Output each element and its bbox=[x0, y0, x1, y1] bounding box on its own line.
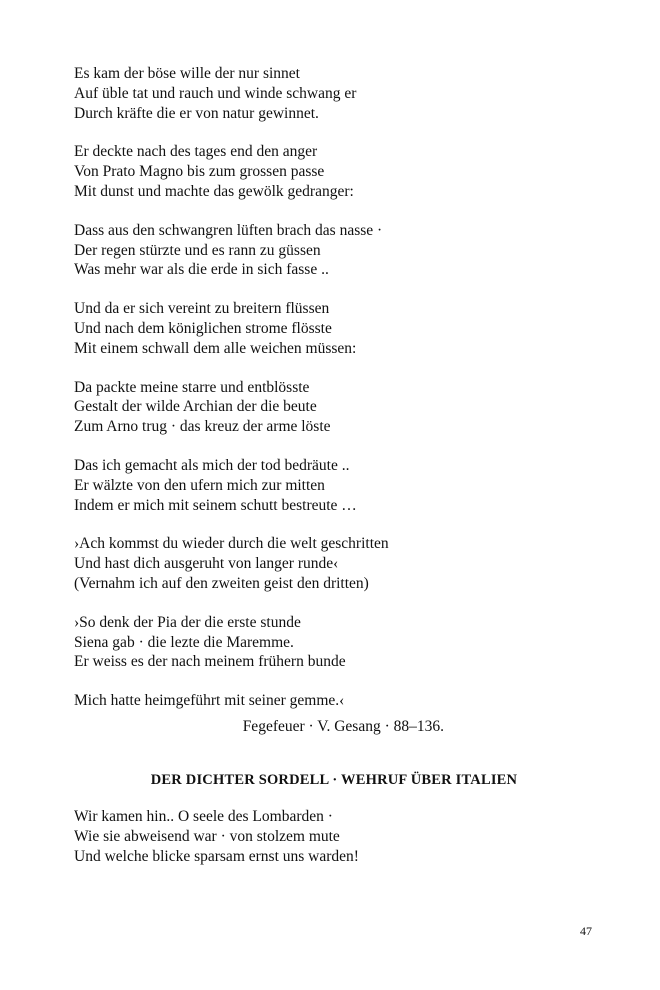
section-heading: DER DICHTER SORDELL · WEHRUF ÜBER ITALIEN bbox=[150, 771, 518, 788]
stanza bbox=[74, 534, 594, 593]
verse-line: Er weiss es der nach meinem frühern bunde bbox=[74, 653, 346, 671]
verse-line: Er wälzte von den ufern mich zur mitten bbox=[74, 476, 325, 494]
verse-line: Mich hatte heimgeführt mit seiner gemme.‹ bbox=[74, 692, 345, 710]
verse-line: Zum Arno trug · das kreuz der arme löste bbox=[74, 418, 331, 436]
stanza bbox=[74, 378, 594, 437]
verse-line: Da packte meine starre und entblösste bbox=[74, 378, 310, 396]
verse-line: Durch kräfte die er von natur gewinnet. bbox=[74, 104, 319, 122]
verse-line: Und welche blicke sparsam ernst uns warden! bbox=[74, 847, 359, 865]
stanza bbox=[74, 299, 594, 358]
verse-line: Und da er sich vereint zu breitern flüssen bbox=[74, 300, 330, 318]
verse-line: Auf üble tat und rauch und winde schwang er bbox=[74, 84, 357, 102]
verse-line: Wie sie abweisend war · von stolzem mute bbox=[74, 827, 340, 845]
source-citation: Fegefeuer · V. Gesang · 88–136. bbox=[242, 717, 444, 735]
stanza bbox=[74, 456, 594, 515]
verse-line: Der regen stürzte und es rann zu güssen bbox=[74, 241, 321, 259]
verse-line: Mit einem schwall dem alle weichen müssen: bbox=[74, 339, 357, 357]
stanza bbox=[74, 807, 594, 866]
verse-line: Und hast dich ausgeruht von langer runde‹ bbox=[74, 555, 339, 573]
verse-line: Das ich gemacht als mich der tod bedräute .. bbox=[74, 456, 350, 474]
verse-line: Indem er mich mit seinem schutt bestreute … bbox=[74, 496, 357, 514]
verse-line: Er deckte nach des tages end den anger bbox=[74, 143, 318, 161]
verse-line: ›Ach kommst du wieder durch die welt geschritten bbox=[74, 535, 389, 553]
verse-line: Von Prato Magno bis zum grossen passe bbox=[74, 163, 325, 181]
verse-line: Und nach dem königlichen strome flösste bbox=[74, 319, 332, 337]
verse-line: Siena gab · die lezte die Maremme. bbox=[74, 633, 294, 651]
stanza bbox=[74, 221, 594, 280]
page-number: 47 bbox=[580, 924, 592, 938]
verse-line: Mit dunst und machte das gewölk gedranger: bbox=[74, 182, 354, 200]
verse-line: Es kam der böse wille der nur sinnet bbox=[74, 65, 300, 82]
verse-line: Was mehr war als die erde in sich fasse .. bbox=[74, 261, 329, 279]
verse-line: Gestalt der wilde Archian der die beute bbox=[74, 398, 317, 416]
stanza bbox=[74, 691, 594, 711]
stanza bbox=[74, 613, 594, 672]
poem-text bbox=[74, 64, 594, 885]
verse-line: Wir kamen hin.. O seele des Lombarden · bbox=[74, 807, 333, 825]
stanza bbox=[74, 142, 594, 201]
stanza bbox=[74, 64, 594, 123]
verse-line: (Vernahm ich auf den zweiten geist den dritten) bbox=[74, 574, 369, 592]
verse-line: ›So denk der Pia der die erste stunde bbox=[74, 613, 301, 631]
verse-line: Dass aus den schwangren lüften brach das nasse · bbox=[74, 221, 383, 239]
